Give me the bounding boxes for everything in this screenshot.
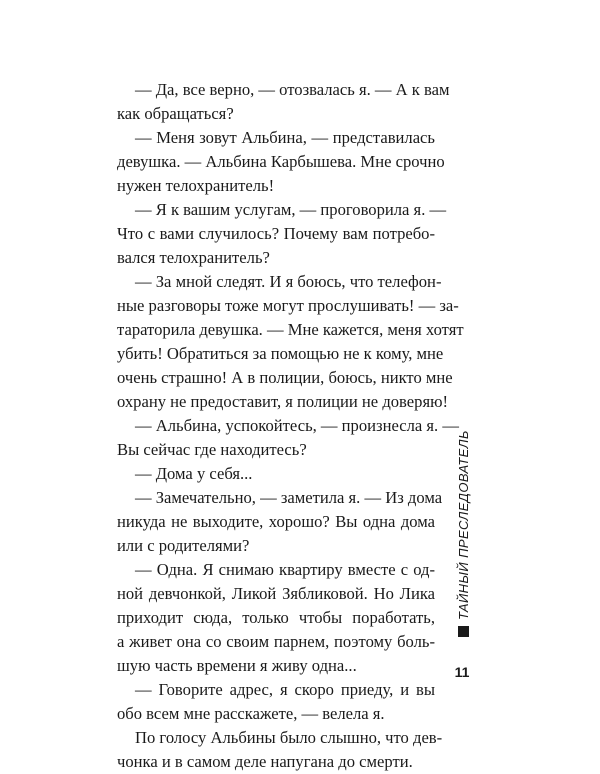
text-line: тараторила девушка. — Мне кажется, меня хотят bbox=[117, 320, 464, 339]
text-line: — За мной следят. И я боюсь, что телефон- bbox=[135, 272, 442, 291]
text-line: или с родителями? bbox=[117, 536, 250, 555]
text-line: чонка и в самом деле напугана до смерти. bbox=[117, 752, 413, 771]
text-line: обо всем мне расскажете, — велела я. bbox=[117, 704, 385, 723]
text-line: — Одна. Я снимаю квартиру вместе с од- bbox=[135, 560, 435, 579]
text-line: Что с вами случилось? Почему вам потребо- bbox=[117, 224, 435, 243]
text-line: По голосу Альбины было слышно, что дев- bbox=[135, 728, 443, 747]
text-line: — Да, все верно, — отозвалась я. — А к вам bbox=[135, 80, 450, 99]
text-line: — Альбина, успокойтесь, — произнесла я. — bbox=[135, 416, 459, 435]
running-head bbox=[450, 430, 476, 657]
text-line: приходит сюда, только чтобы поработать, bbox=[117, 608, 435, 627]
text-line: — Дома у себя... bbox=[135, 464, 253, 483]
text-line: девушка. — Альбина Карбышева. Мне срочно bbox=[117, 152, 445, 171]
page-number: 11 bbox=[454, 664, 470, 680]
text-line: а живет она со своим парнем, поэтому боль- bbox=[117, 632, 435, 651]
square-marker-icon bbox=[458, 626, 469, 637]
text-line: охрану не предоставит, я полиции не доверяю! bbox=[117, 392, 449, 411]
text-line: ной девчонкой, Ликой Зябликовой. Но Лика bbox=[117, 584, 435, 603]
text-line: шую часть времени я живу одна... bbox=[117, 656, 357, 675]
text-line: очень страшно! А в полиции, боюсь, никто мне bbox=[117, 368, 453, 387]
text-line: — Меня зовут Альбина, — представилась bbox=[135, 128, 435, 147]
text-line: ные разговоры тоже могут прослушивать! — за- bbox=[117, 296, 459, 315]
text-line: — Говорите адрес, я скоро приеду, и вы bbox=[135, 680, 435, 699]
text-line: — Я к вашим услугам, — проговорила я. — bbox=[135, 200, 447, 219]
text-line: нужен телохранитель! bbox=[117, 176, 275, 195]
text-line: убить! Обратиться за помощью не к кому, мне bbox=[117, 344, 444, 363]
text-line: никуда не выходите, хорошо? Вы одна дома bbox=[117, 512, 435, 531]
running-head-title: ТАЙНЫЙ ПРЕСЛЕДОВАТЕЛЬ bbox=[455, 430, 471, 620]
text-line: вался телохранитель? bbox=[117, 248, 270, 267]
text-line: Вы сейчас где находитесь? bbox=[117, 440, 307, 459]
text-line: как обращаться? bbox=[117, 104, 234, 123]
text-line: — Замечательно, — заметила я. — Из дома bbox=[135, 488, 443, 507]
